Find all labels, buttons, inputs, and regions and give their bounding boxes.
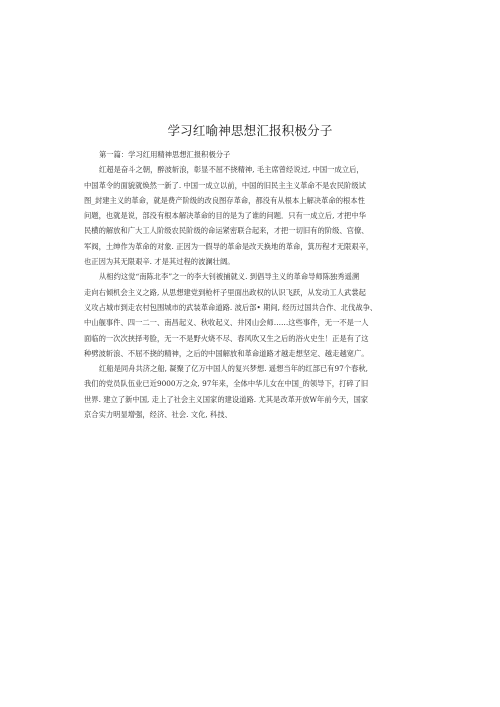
body-line: 图_封建主义的革命，就是费产阶级的改良图存革命，都没有从根本上解决革命的根本性: [84, 195, 365, 205]
body-line: 京合实力明显增强，经济、社会. 文化, 科技、: [84, 410, 232, 420]
body-line: 红船是同舟共济之船, 凝聚了亿万中国人的复兴梦想. 遥想当年的红部已有97个春秋,: [99, 364, 368, 374]
document-body: [84, 147, 419, 422]
body-line: 中山舰事件、四一二一、南昌起义、秋收起义、井冈山会师……这些事件，无一不是一人: [84, 318, 369, 328]
body-line: 从相约这觉“南陈北李”之一的李大钊被捕就义. 到倡导主义的革命导师陈独秀遥溯: [99, 272, 360, 282]
body-line: 面临的一次次挟择考脸，无一不是野火烧不尽、春风吹又生之后的浴火史生！正是有了这: [84, 333, 369, 343]
body-line: 民横的解放和广大工人阶级农民阶级的命运紧密联合起来，才把一切旧有的阶级、官僚、: [84, 226, 369, 236]
body-line: 中国革令的面貌就焕然一新了. 中国一成立以前，中国的旧民主主义革命不是农民阶级试: [84, 180, 366, 190]
body-line: 军阀，土绅作为革命的对象. 正因为一假导的革命是改天换地的革命，箕历程才无限艰辛，: [84, 241, 374, 251]
body-line: 也正因为其无限艰辛. 才是其过程的波澜壮阔。: [84, 257, 235, 267]
body-line: 走向右倾机会主义之路, 从思想建党到枪杆子里面出政权的认识飞跃，从发动工人武裳起: [84, 287, 366, 297]
body-line: 义攻占城市到走农村包围城市的武装革命道路. 波后部• 期间, 经历过国共合作、北伐战争、: [84, 302, 378, 312]
body-line: 第一篇：学习红用精神思想汇报积极分子: [99, 150, 231, 159]
body-line: 种劈波斩浪、不屈不挠的精神，之后的中国解放和革命道路才越走想坚定、越走越宽广。: [84, 348, 369, 358]
body-line: 红超是奋斗之朝，醉波斩浪，彰显不屈不挠精神, 毛主席曾经说过, 中国一成立后，: [99, 165, 364, 175]
body-line: 问题，也就是说，部没有根本解决革命的目的是为了谁的问题．只有一成立后, 才把中华: [84, 211, 366, 221]
body-line: 世界. 建立了新中国, 走上了社会主义国家的建设道路. 尤其是改革开放W年前今天，国家: [84, 394, 369, 404]
body-line: 我们的党员队伍业已近9000万之众, 97年来，全体中华儿女在中国_的领导下，打碎了旧: [84, 379, 369, 389]
document-title: 学习红喻神思想汇报积极分子: [167, 123, 333, 138]
